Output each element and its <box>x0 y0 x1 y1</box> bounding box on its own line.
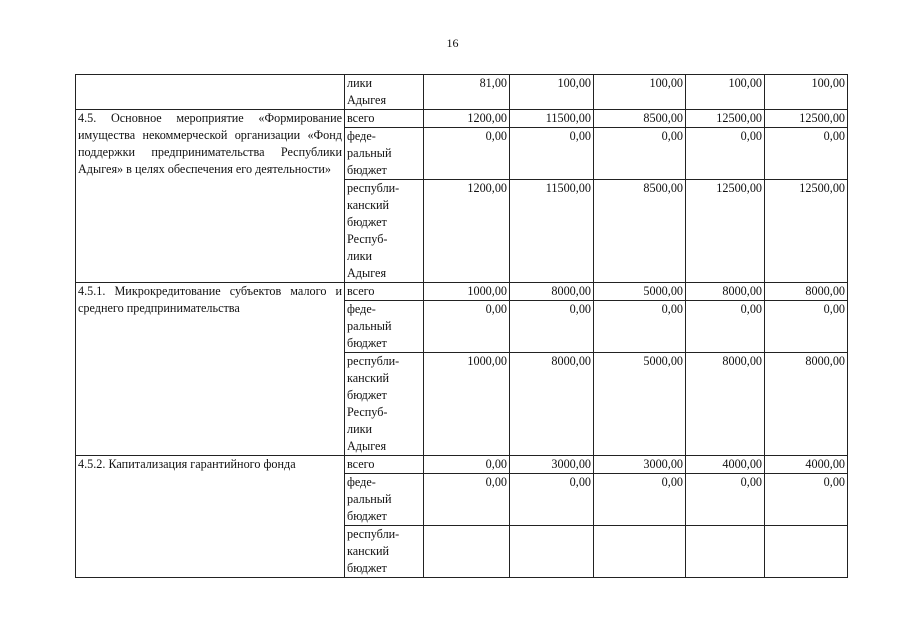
value-cell: 8000,00 <box>686 283 765 301</box>
source-line: республи- <box>347 181 400 195</box>
source-line: всего <box>347 457 375 471</box>
activity-cell: 4.5. Основное мероприятие «Формирование имущества некоммерческой организации «Фонд поддержки предпринимательства Республики Адыгея» в целях обеспечения его деятельности» <box>76 110 345 283</box>
value-cell: 3000,00 <box>594 456 686 474</box>
value-cell: 0,00 <box>510 128 594 180</box>
activity-cell: 4.5.1. Микрокредитование субъектов малого и среднего предпринимательства <box>76 283 345 456</box>
value-cell: 0,00 <box>765 301 848 353</box>
source-line: Респуб- <box>347 232 388 246</box>
activity-cell <box>76 75 345 110</box>
value-cell: 100,00 <box>765 75 848 110</box>
funding-source-cell <box>345 353 424 456</box>
value-cell: 1200,00 <box>424 180 510 283</box>
value-cell: 0,00 <box>424 474 510 526</box>
value-cell: 0,00 <box>686 128 765 180</box>
source-line: республи- <box>347 354 400 368</box>
value-cell: 12500,00 <box>686 110 765 128</box>
value-cell <box>510 526 594 578</box>
value-cell: 0,00 <box>765 474 848 526</box>
source-line: всего <box>347 284 375 298</box>
value-cell: 100,00 <box>686 75 765 110</box>
value-cell <box>594 526 686 578</box>
source-line: бюджет <box>347 215 387 229</box>
funding-source-cell <box>345 526 424 578</box>
value-cell: 4000,00 <box>765 456 848 474</box>
table-row <box>76 110 848 128</box>
value-cell: 4000,00 <box>686 456 765 474</box>
source-line: ральный <box>347 319 392 333</box>
value-cell: 100,00 <box>510 75 594 110</box>
value-cell: 0,00 <box>424 128 510 180</box>
value-cell: 3000,00 <box>510 456 594 474</box>
value-cell: 100,00 <box>594 75 686 110</box>
value-cell: 0,00 <box>510 301 594 353</box>
source-line: феде- <box>347 475 376 489</box>
value-cell: 8500,00 <box>594 180 686 283</box>
value-cell: 8500,00 <box>594 110 686 128</box>
source-line: феде- <box>347 129 376 143</box>
value-cell: 5000,00 <box>594 353 686 456</box>
value-cell: 12500,00 <box>765 180 848 283</box>
funding-source-cell <box>345 301 424 353</box>
value-cell: 0,00 <box>424 456 510 474</box>
funding-source-cell <box>345 456 424 474</box>
source-line: бюджет <box>347 336 387 350</box>
source-line: лики <box>347 249 373 263</box>
funding-source-cell <box>345 180 424 283</box>
source-line: канский <box>347 544 390 558</box>
value-cell <box>686 526 765 578</box>
source-line: канский <box>347 371 390 385</box>
value-cell: 0,00 <box>510 474 594 526</box>
value-cell: 8000,00 <box>765 353 848 456</box>
value-cell: 0,00 <box>765 128 848 180</box>
source-line: ральный <box>347 146 392 160</box>
value-cell: 0,00 <box>424 301 510 353</box>
value-cell: 11500,00 <box>510 180 594 283</box>
table-row <box>76 283 848 301</box>
value-cell: 8000,00 <box>765 283 848 301</box>
source-line: бюджет <box>347 388 387 402</box>
activity-cell: 4.5.2. Капитализация гарантийного фонда <box>76 456 345 578</box>
value-cell: 0,00 <box>686 301 765 353</box>
source-line: лики <box>347 422 373 436</box>
source-line: бюджет <box>347 561 387 575</box>
funding-source-cell <box>345 283 424 301</box>
source-line: Адыгея <box>347 439 387 453</box>
funding-source-cell <box>345 110 424 128</box>
source-line: ральный <box>347 492 392 506</box>
source-line: лики <box>347 76 373 90</box>
source-line: Респуб- <box>347 405 388 419</box>
value-cell: 11500,00 <box>510 110 594 128</box>
value-cell: 8000,00 <box>510 283 594 301</box>
source-line: республи- <box>347 527 400 541</box>
value-cell <box>424 526 510 578</box>
funding-source-cell <box>345 128 424 180</box>
table-row <box>76 75 848 110</box>
value-cell: 12500,00 <box>765 110 848 128</box>
value-cell: 0,00 <box>594 474 686 526</box>
table-row <box>76 456 848 474</box>
funding-source-cell <box>345 75 424 110</box>
source-line: Адыгея <box>347 93 387 107</box>
value-cell: 0,00 <box>686 474 765 526</box>
value-cell: 12500,00 <box>686 180 765 283</box>
source-line: бюджет <box>347 509 387 523</box>
budget-table <box>75 74 848 578</box>
value-cell: 5000,00 <box>594 283 686 301</box>
funding-source-cell <box>345 474 424 526</box>
value-cell <box>765 526 848 578</box>
value-cell: 8000,00 <box>686 353 765 456</box>
source-line: канский <box>347 198 390 212</box>
value-cell: 1200,00 <box>424 110 510 128</box>
source-line: всего <box>347 111 375 125</box>
value-cell: 81,00 <box>424 75 510 110</box>
page-number: 16 <box>446 36 459 50</box>
value-cell: 1000,00 <box>424 283 510 301</box>
source-line: феде- <box>347 302 376 316</box>
source-line: Адыгея <box>347 266 387 280</box>
value-cell: 1000,00 <box>424 353 510 456</box>
source-line: бюджет <box>347 163 387 177</box>
value-cell: 8000,00 <box>510 353 594 456</box>
value-cell: 0,00 <box>594 301 686 353</box>
value-cell: 0,00 <box>594 128 686 180</box>
